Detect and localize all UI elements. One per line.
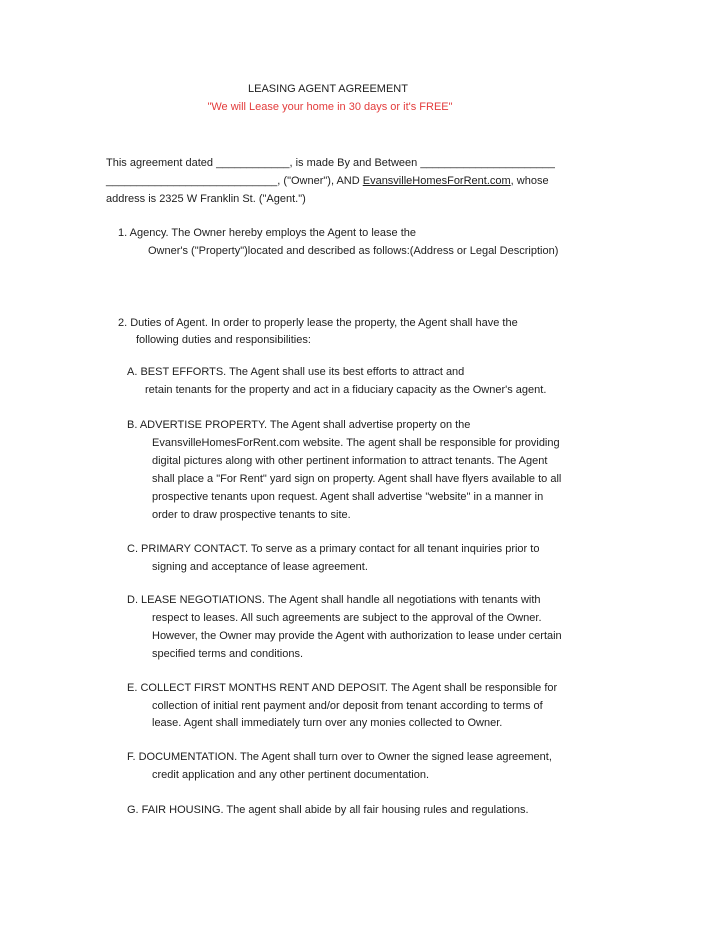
item-b-line-1: B. ADVERTISE PROPERTY. The Agent shall advertise property on the (127, 419, 471, 431)
item-b-line-4: shall place a "For Rent" yard sign on property. Agent shall have flyers available to all (152, 473, 562, 485)
item-a-line-2: retain tenants for the property and act in a fiduciary capacity as the Owner's agent. (145, 384, 547, 396)
section-1-line-2: Owner's ("Property")located and described as follows:(Address or Legal Description) (148, 245, 559, 257)
item-g-line-1: G. FAIR HOUSING. The agent shall abide by all fair housing rules and regulations. (127, 804, 529, 816)
item-b-line-5: prospective tenants upon request. Agent shall advertise "website" in a manner in (152, 491, 544, 503)
document-title: LEASING AGENT AGREEMENT (248, 83, 408, 95)
intro-line-2-end: , whose (510, 175, 549, 187)
item-d-line-3: However, the Owner may provide the Agent with authorization to lease under certain (152, 630, 562, 642)
item-a-line-1: A. BEST EFFORTS. The Agent shall use its best efforts to attract and (127, 366, 465, 378)
item-e-line-1: E. COLLECT FIRST MONTHS RENT AND DEPOSIT. The Agent shall be responsible for (127, 682, 558, 694)
item-c-line-2: signing and acceptance of lease agreement. (152, 561, 368, 573)
item-d-line-1: D. LEASE NEGOTIATIONS. The Agent shall handle all negotiations with tenants with (127, 594, 541, 606)
intro-line-2-start: ____________________________, ("Owner"), AND (106, 175, 363, 187)
website-link[interactable]: EvansvilleHomesForRent.com (362, 175, 511, 187)
item-c-line-1: C. PRIMARY CONTACT. To serve as a primary contact for all tenant inquiries prior to (127, 543, 540, 555)
intro-line-2 (106, 174, 549, 188)
intro-line-1: This agreement dated ____________, is made By and Between ______________________ (106, 157, 555, 169)
section-2-line-1: 2. Duties of Agent. In order to properly lease the property, the Agent shall have the (118, 317, 518, 329)
section-1-line-1: 1. Agency. The Owner hereby employs the Agent to lease the (118, 227, 416, 239)
item-e-line-3: lease. Agent shall immediately turn over any monies collected to Owner. (152, 717, 503, 729)
item-b-line-2: EvansvilleHomesForRent.com website. The agent shall be responsible for providing (152, 437, 560, 449)
item-f-line-2: credit application and any other pertinent documentation. (152, 769, 430, 781)
item-b-line-6: order to draw prospective tenants to site. (152, 509, 351, 521)
tagline: "We will Lease your home in 30 days or it's FREE" (207, 101, 453, 113)
item-d-line-2: respect to leases. All such agreements are subject to the approval of the Owner. (152, 612, 542, 624)
item-d-line-4: specified terms and conditions. (152, 648, 304, 660)
item-b-line-3: digital pictures along with other pertinent information to attract tenants. The Agent (152, 455, 548, 467)
intro-line-3: address is 2325 W Franklin St. ("Agent.") (106, 193, 306, 205)
section-2-line-2: following duties and responsibilities: (136, 334, 311, 346)
item-e-line-2: collection of initial rent payment and/or deposit from tenant according to terms of (152, 700, 543, 712)
item-f-line-1: F. DOCUMENTATION. The Agent shall turn over to Owner the signed lease agreement, (127, 751, 552, 763)
